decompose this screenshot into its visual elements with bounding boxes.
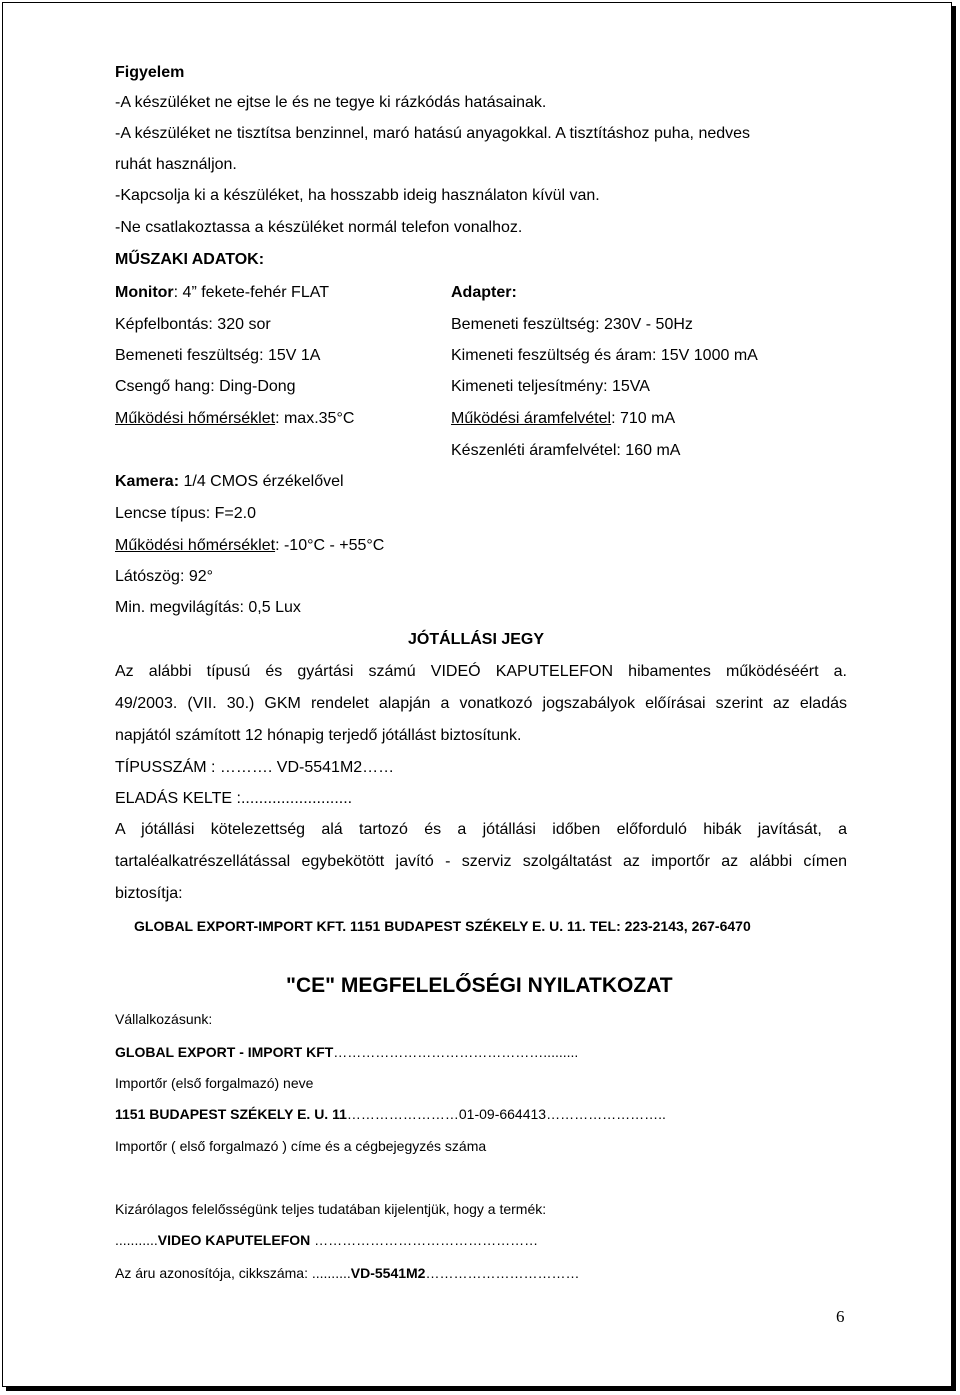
adapter-current-label: Működési áramfelvétel	[451, 410, 612, 427]
camera-value: 1/4 CMOS érzékelővel	[179, 473, 344, 490]
ce-address: 1151 BUDAPEST SZÉKELY E. U. 11	[115, 1106, 347, 1122]
ce-address-line	[115, 1104, 666, 1124]
adapter-standby: Készenléti áramfelvétel: 160 mA	[451, 442, 681, 459]
warranty-p1-line-1: Az alábbi típusú és gyártási számú VIDEÓ KAPUTELEFON hibamentes működéséért a.	[115, 663, 847, 680]
type-number: TÍPUSSZÁM : ………. VD-5541M2……	[115, 759, 395, 776]
monitor-label: Monitor	[115, 284, 174, 301]
page-number: 6	[836, 1307, 845, 1326]
ce-address-dots-1: ……………………	[346, 1106, 459, 1122]
camera-temp-label: Működési hőmérséklet	[115, 537, 276, 554]
ce-product-dots: …………………………………………	[310, 1232, 539, 1248]
attention-line-5: -Ne csatlakoztassa a készüléket normál telefon vonalhoz.	[115, 219, 523, 236]
ce-importer-label: Importőr (első forgalmazó) neve	[115, 1075, 314, 1091]
camera-lens: Lencse típus: F=2.0	[115, 505, 256, 522]
sale-date: ELADÁS KELTE :.........................	[115, 790, 353, 807]
ce-company: GLOBAL EXPORT - IMPORT KFT	[115, 1044, 334, 1060]
ce-declaration: Kizárólagos felelősségünk teljes tudatában kijelentjük, hogy a termék:	[115, 1201, 547, 1217]
camera-temp-value: : -10°C - +55°C	[275, 537, 385, 554]
warranty-p1-line-2: 49/2003. (VII. 30.) GKM rendelet alapján a vonatkozó jogszabályok előírásai szerint az eladás	[115, 695, 847, 712]
ce-product: VIDEO KAPUTELEFON	[157, 1232, 311, 1248]
monitor-temp-value: : max.35°C	[275, 410, 355, 427]
monitor-bell: Csengő hang: Ding-Dong	[115, 378, 296, 395]
ce-item-dots: ……………………………	[425, 1265, 580, 1281]
warranty-p2-line-3: biztosítja:	[115, 885, 183, 902]
monitor-value: : 4” fekete-fehér FLAT	[173, 284, 329, 301]
monitor-line	[115, 283, 329, 303]
ce-product-prefix: ...........	[115, 1232, 158, 1248]
camera-temp	[115, 536, 384, 556]
attention-line-2: -A készüléket ne tisztítsa benzinnel, maró hatású anyagokkal. A tisztításhoz puha, nedves	[115, 125, 751, 142]
monitor-temp-label: Működési hőmérséklet	[115, 410, 276, 427]
camera-label: Kamera:	[115, 473, 180, 490]
warranty-p2-line-2: tartaléalkatrészellátással egybekötött javító - szerviz szolgáltatást az importőr az alábbi címen	[115, 853, 847, 870]
warranty-p2-line-1: A jótállási kötelezettség alá tartozó és a jótállási időben előforduló hibák javítását, a	[115, 821, 847, 838]
warranty-p1-line-3: napjától számított 12 hónapig terjedő jótállást biztosítunk.	[115, 727, 522, 744]
ce-reg-number: 01-09-664413	[458, 1106, 547, 1122]
attention-line-3: ruhát használjon.	[115, 156, 237, 173]
camera-angle: Látószög: 92°	[115, 568, 214, 585]
adapter-current-value: : 710 mA	[611, 410, 676, 427]
ce-product-line	[115, 1230, 538, 1250]
camera-min-light: Min. megvilágítás: 0,5 Lux	[115, 599, 301, 616]
adapter-power: Kimeneti teljesítmény: 15VA	[451, 378, 650, 395]
ce-address-label: Importőr ( első forgalmazó ) címe és a cégbejegyzés száma	[115, 1138, 487, 1154]
monitor-temp	[115, 409, 354, 429]
camera-line	[115, 472, 344, 492]
adapter-output: Kimeneti feszültség és áram: 15V 1000 mA	[451, 347, 758, 364]
warranty-title: JÓTÁLLÁSI JEGY	[408, 631, 545, 648]
ce-company-dots: ……………………………………….........	[333, 1044, 579, 1060]
ce-item-label: Az áru azonosítója, cikkszáma: ..........	[115, 1265, 351, 1281]
adapter-current	[451, 409, 675, 429]
ce-company-label: Vállalkozásunk:	[115, 1011, 213, 1027]
attention-line-1: -A készüléket ne ejtse le és ne tegye ki rázkódás hatásainak.	[115, 94, 547, 111]
adapter-input-voltage: Bemeneti feszültség: 230V - 50Hz	[451, 316, 693, 333]
ce-company-line	[115, 1042, 578, 1062]
ce-title: "CE" MEGFELELŐSÉGI NYILATKOZAT	[286, 974, 673, 997]
monitor-input-voltage: Bemeneti feszültség: 15V 1A	[115, 347, 321, 364]
ce-item-number: VD-5541M2	[350, 1265, 426, 1281]
adapter-label: Adapter:	[451, 284, 517, 301]
specs-title: MŰSZAKI ADATOK:	[115, 251, 265, 268]
ce-address-dots-2: ……………………..	[546, 1106, 666, 1122]
ce-item-line	[115, 1263, 579, 1283]
service-address: GLOBAL EXPORT-IMPORT KFT. 1151 BUDAPEST SZÉKELY E. U. 11. TEL: 223-2143, 267-6470	[134, 918, 751, 934]
monitor-resolution: Képfelbontás: 320 sor	[115, 316, 271, 333]
attention-title: Figyelem	[115, 64, 185, 81]
attention-line-4: -Kapcsolja ki a készüléket, ha hosszabb ideig használaton kívül van.	[115, 187, 600, 204]
